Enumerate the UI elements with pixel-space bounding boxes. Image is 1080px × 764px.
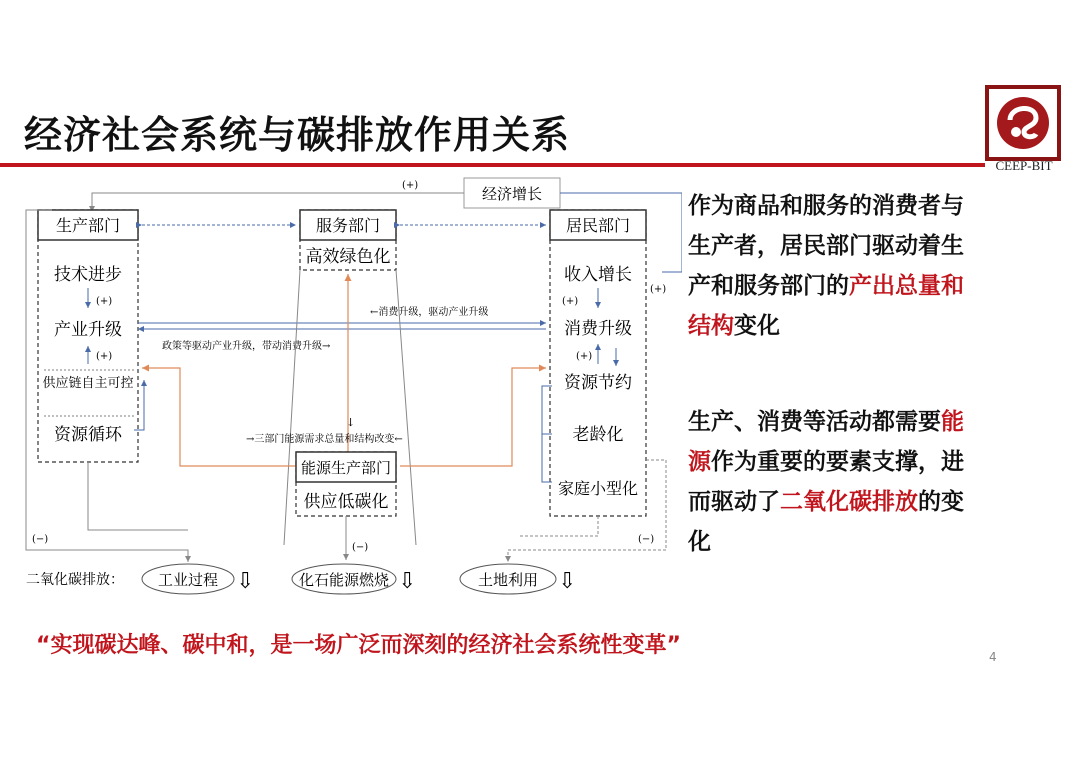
- emission-arrow-1: ⇩: [236, 569, 255, 594]
- page-number: 4: [989, 650, 997, 664]
- svg-text:(+): (+): [96, 296, 113, 307]
- energy-to-resident-arrow: [400, 368, 546, 466]
- carbon-relationship-diagram: [22, 170, 682, 610]
- energy-item-lowcarbon: 供应低碳化: [303, 492, 389, 512]
- resident-item-income: 收入增长: [564, 265, 632, 285]
- economic-growth-label: 经济增长: [481, 185, 543, 203]
- resident-item-consumption: 消费升级: [564, 319, 632, 339]
- emissions-label: 二氧化碳排放：: [26, 572, 124, 588]
- svg-text:(+): (+): [96, 351, 113, 362]
- plus-sign-right: (+): [650, 284, 667, 295]
- production-item-tech: 技术进步: [54, 265, 122, 285]
- svg-text:(+): (+): [576, 351, 593, 362]
- resident-header: 居民部门: [565, 216, 631, 235]
- svg-text:(−): (−): [352, 542, 369, 553]
- svg-text:土地利用: 土地利用: [477, 571, 539, 589]
- production-header: 生产部门: [55, 216, 121, 235]
- svg-text:化石能源燃烧: 化石能源燃烧: [298, 571, 390, 589]
- production-item-supply: 供应链自主可控: [42, 376, 134, 391]
- resident-item-aging: 老龄化: [572, 425, 624, 445]
- production-item-industry: 产业升级: [54, 320, 122, 340]
- plus-sign-top: (+): [402, 180, 419, 191]
- service-item-green: 高效绿色化: [305, 247, 391, 267]
- svg-text:工业过程: 工业过程: [157, 571, 219, 589]
- energy-header: 能源生产部门: [300, 459, 392, 477]
- side-paragraph-2: 生产、消费等活动都需要能源作为重要的要素支撑，进而驱动了二氧化碳排放的变化: [688, 409, 964, 555]
- svg-text:(+): (+): [562, 296, 579, 307]
- energy-to-production-arrow: [142, 368, 296, 466]
- service-header: 服务部门: [315, 216, 381, 235]
- note-consumption-upgrade: ←消费升级，驱动产业升级: [370, 307, 489, 318]
- growth-to-production-line: [92, 193, 464, 212]
- side-paragraph-1: 作为商品和服务的消费者与生产者，居民部门驱动着生产和服务部门的产出总量和结构变化: [688, 193, 964, 339]
- note-energy-demand: →三部门能源需求总量和结构改变←: [246, 434, 403, 445]
- production-item-recycle: 资源循环: [54, 425, 122, 445]
- resident-item-saving: 资源节约: [564, 373, 632, 393]
- title-underline: [0, 163, 985, 167]
- page-title: 经济社会系统与碳排放作用关系: [24, 113, 571, 157]
- note-policy: 政策等驱动产业升级，带动消费升级→: [162, 341, 331, 352]
- logo-caption: CEEP-BIT: [995, 158, 1053, 173]
- svg-text:(−): (−): [638, 534, 655, 545]
- svg-text:(−): (−): [32, 534, 49, 545]
- emission-arrow-3: ⇩: [558, 569, 577, 594]
- emission-arrow-2: ⇩: [398, 569, 417, 594]
- resident-item-small-family: 家庭小型化: [557, 479, 639, 498]
- note-down-arrow: ↓: [346, 416, 356, 429]
- bottom-quote: “实现碳达峰、碳中和，是一场广泛而深刻的经济社会系统性变革”: [36, 633, 681, 658]
